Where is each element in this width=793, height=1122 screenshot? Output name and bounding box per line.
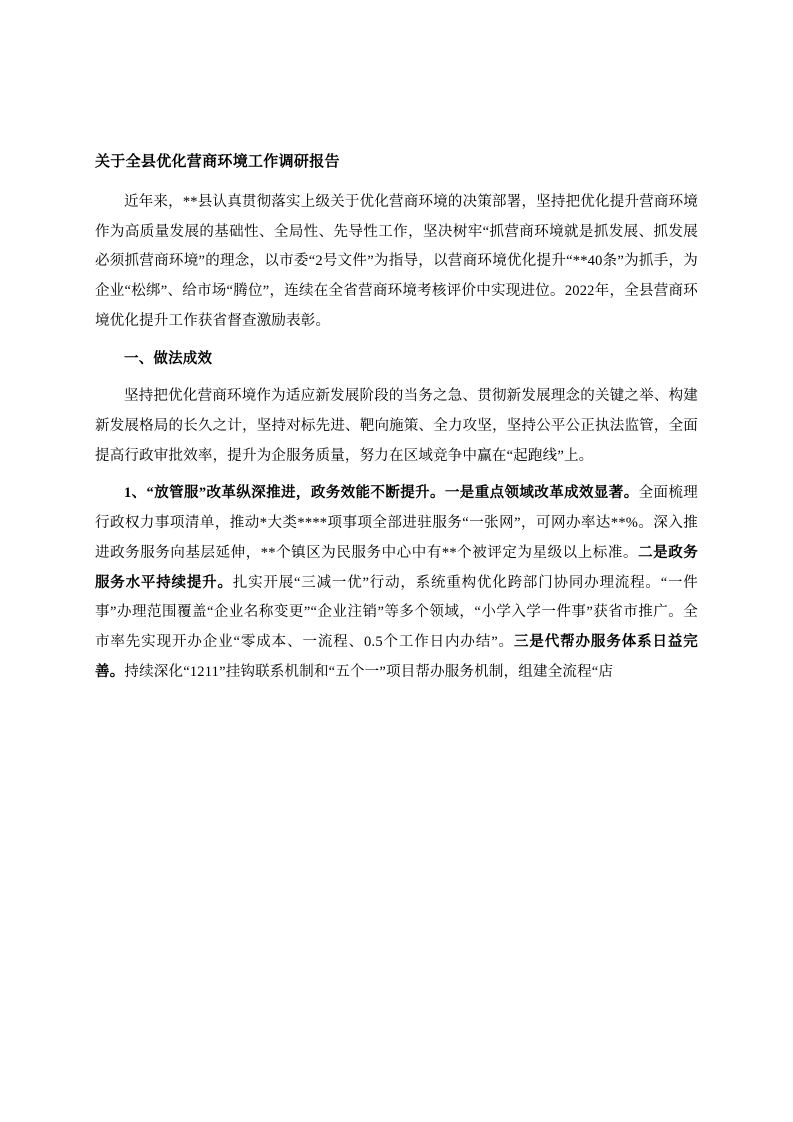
text-run: 近年来，**县认真贯彻落实上级关于优化营商环境的决策部署，坚持把优化提升营商环境作为高质量发展的基础性、全局性、先导性工作，坚决树牢“抓营商环境就是抓发展、抓发展必须抓营商环境”的理念，以市委“2号文件”为指导，以营商环境优化提升“**40条”为抓手，为企业“松绑”、给市场“腾位”，连续在全省营商环境考核评价中实现进位。2022年，全县营商环境优化提升工作获省督查激励表彰。: [95, 194, 698, 329]
text-run: 一、做法成效: [124, 350, 213, 367]
paragraph-item-1: [95, 479, 698, 687]
text-run: 坚持把优化营商环境作为适应新发展阶段的当务之急、贯彻新发展理念的关键之举、构建新发展格局的长久之计，坚持对标先进、靶向施策、全力攻坚，坚持公平公正执法监管，全面提高行政审批效率，提升为企服务质量，努力在区域竞争中赢在“起跑线”上。: [95, 388, 698, 464]
text-run: 扎实开展“三减一优”行动，系统重构优化跨部门协同办理流程。“一件事”办理范围覆盖“企业名称变更”“企业注销”等多个领域，“小学入学一件事”获省市推广。全市率先实现开办企业“零成本、一流程、0.5个工作日内办结”。: [95, 574, 698, 651]
paragraph-section-1-body: [95, 382, 698, 471]
document-body: [95, 188, 698, 688]
text-run-bold: 1、“放管服”改革纵深推进，政务效能不断提升。一是重点领域改革成效显著。: [124, 485, 639, 502]
text-run-bold: 三是代帮办服务体系日益完善。: [95, 634, 698, 680]
text-run: 持续深化“1211”挂钩联系机制和“五个一”项目帮办服务机制，组建全流程“店: [124, 663, 614, 680]
heading-section-1: [95, 345, 698, 375]
text-run: 全面梳理行政权力事项清单，推动*大类****项事项全部进驻服务“一张网”，可网办率达**%。深入推进政务服务向基层延伸，**个镇区为民服务中心中有**个被评定为星级以上标准。: [95, 485, 698, 561]
paragraph-intro: [95, 188, 698, 337]
text-run-bold: 二是政务服务水平持续提升。: [95, 544, 698, 591]
page-title: 关于全县优化营商环境工作调研报告: [95, 153, 340, 170]
